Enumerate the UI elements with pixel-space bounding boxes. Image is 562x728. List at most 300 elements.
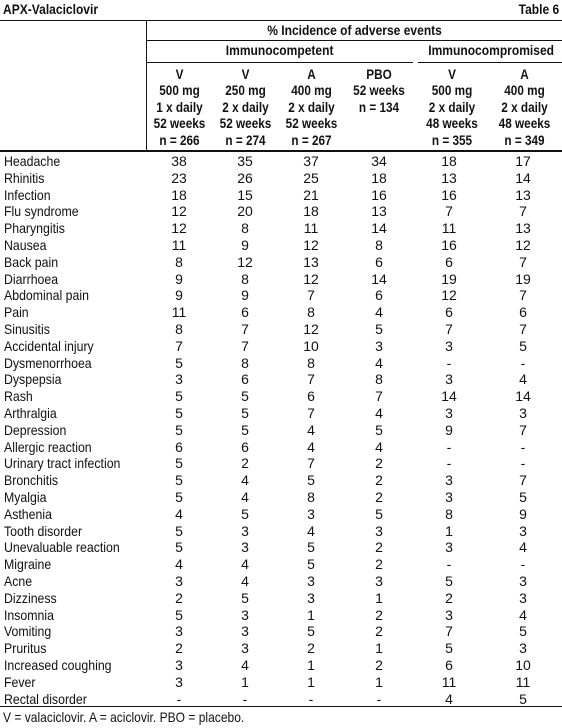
event-name-text: Pharyngitis xyxy=(4,220,65,237)
incidence-value: 6 xyxy=(307,388,315,405)
incidence-value: 7 xyxy=(307,371,315,388)
incidence-value: 13 xyxy=(371,203,387,220)
event-name-text: Tooth disorder xyxy=(4,522,83,539)
incidence-value: 7 xyxy=(241,320,249,337)
table-row xyxy=(0,472,562,489)
event-name-text: Myalgia xyxy=(4,488,47,505)
incidence-value: 5 xyxy=(241,589,249,606)
table-bottom-rule xyxy=(0,706,562,707)
incidence-value: 8 xyxy=(307,354,315,371)
incidence-value: 9 xyxy=(241,236,249,253)
incidence-value: 6 xyxy=(445,253,453,270)
incidence-value: 34 xyxy=(371,153,387,169)
incidence-value: 4 xyxy=(241,656,249,673)
table-row xyxy=(0,691,562,708)
event-name xyxy=(0,523,146,540)
incidence-value: 35 xyxy=(237,153,253,169)
incidence-value: 3 xyxy=(175,656,183,673)
incidence-value: 3 xyxy=(445,472,453,489)
table-row xyxy=(0,287,562,304)
event-name xyxy=(0,321,146,338)
table-row xyxy=(0,187,562,204)
incidence-value: 4 xyxy=(307,522,315,539)
incidence-value: - xyxy=(446,354,452,371)
incidence-value: 3 xyxy=(175,623,183,640)
incidence-value: 9 xyxy=(445,421,453,438)
table-row xyxy=(0,371,562,388)
footnote: V = valaciclovir. A = aciclovir. PBO = placebo. xyxy=(3,709,245,725)
column-header-v500-1x: V 500 mg 1 x daily 52 weeks n = 266 xyxy=(153,66,206,148)
header-bar xyxy=(0,0,562,21)
incidence-value: 5 xyxy=(175,606,183,623)
event-name xyxy=(0,472,146,489)
table-row xyxy=(0,489,562,506)
incidence-value: - xyxy=(176,690,182,707)
incidence-value: 3 xyxy=(445,606,453,623)
incidence-value: 7 xyxy=(241,337,249,354)
incidence-value: 12 xyxy=(303,236,319,253)
incidence-value: 12 xyxy=(303,320,319,337)
incidence-value: 5 xyxy=(175,388,183,405)
incidence-value: 2 xyxy=(375,455,383,472)
incidence-value: 5 xyxy=(519,690,527,707)
incidence-value: 5 xyxy=(307,472,315,489)
event-name xyxy=(0,674,146,691)
incidence-value: 6 xyxy=(175,438,183,455)
incidence-value: 6 xyxy=(241,371,249,388)
incidence-value: 16 xyxy=(371,186,387,203)
incidence-value: 3 xyxy=(241,539,249,556)
table-row xyxy=(0,271,562,288)
event-name xyxy=(0,355,146,372)
incidence-value: 7 xyxy=(519,320,527,337)
incidence-value: - xyxy=(376,690,382,707)
incidence-value: 5 xyxy=(307,539,315,556)
incidence-value: 5 xyxy=(175,354,183,371)
event-name-text: Migraine xyxy=(4,556,52,573)
event-name xyxy=(0,170,146,187)
title-divider xyxy=(147,40,562,41)
event-name-text: Rash xyxy=(4,388,33,405)
event-name xyxy=(0,422,146,439)
incidence-value: 21 xyxy=(303,186,319,203)
column-header-a400-2x: A 400 mg 2 x daily 52 weeks n = 267 xyxy=(285,66,338,148)
incidence-value: 4 xyxy=(519,606,527,623)
incidence-value: 11 xyxy=(441,220,457,237)
incidence-value: 13 xyxy=(441,169,457,186)
event-name-text: Headache xyxy=(4,153,61,169)
incidence-value: 9 xyxy=(519,505,527,522)
incidence-value: 18 xyxy=(303,203,319,220)
event-name-text: Arthralgia xyxy=(4,404,57,421)
incidence-value: 18 xyxy=(441,153,457,169)
table-row xyxy=(0,237,562,254)
incidence-value: 3 xyxy=(241,606,249,623)
event-name-text: Unevaluable reaction xyxy=(4,539,120,556)
table-row xyxy=(0,506,562,523)
incidence-value: 8 xyxy=(445,505,453,522)
event-name xyxy=(0,455,146,472)
incidence-value: 5 xyxy=(445,572,453,589)
incidence-value: 4 xyxy=(375,438,383,455)
incidence-value: 5 xyxy=(445,640,453,657)
incidence-value: 7 xyxy=(519,287,527,304)
incidence-value: 12 xyxy=(441,287,457,304)
incidence-value: 23 xyxy=(171,169,187,186)
event-name-text: Infection xyxy=(4,186,51,203)
incidence-value: 7 xyxy=(519,472,527,489)
event-name-text: Diarrhoea xyxy=(4,270,59,287)
incidence-value: 4 xyxy=(307,421,315,438)
incidence-value: 2 xyxy=(375,539,383,556)
incidence-value: 5 xyxy=(175,404,183,421)
incidence-value: 12 xyxy=(171,220,187,237)
incidence-value: 11 xyxy=(515,673,531,690)
incidence-value: 7 xyxy=(445,203,453,220)
incidence-value: 3 xyxy=(307,572,315,589)
incidence-value: 14 xyxy=(441,388,457,405)
incidence-value: 2 xyxy=(175,640,183,657)
event-name-text: Dyspepsia xyxy=(4,371,62,388)
incidence-value: 12 xyxy=(515,236,531,253)
incidence-value: 7 xyxy=(445,623,453,640)
incidence-value: 3 xyxy=(445,539,453,556)
incidence-value: 4 xyxy=(241,572,249,589)
incidence-value: 3 xyxy=(445,488,453,505)
header-bottom-rule xyxy=(0,150,562,152)
event-name-text: Urinary tract infection xyxy=(4,455,121,472)
table-label: Table 6 xyxy=(518,1,559,17)
incidence-value: 9 xyxy=(175,270,183,287)
incidence-value: 12 xyxy=(171,203,187,220)
incidence-value: 6 xyxy=(375,253,383,270)
event-name xyxy=(0,153,146,170)
column-header-v500-2x-48w: V 500 mg 2 x daily 48 weeks n = 355 xyxy=(426,66,478,148)
incidence-value: 4 xyxy=(519,371,527,388)
incidence-value: 4 xyxy=(375,354,383,371)
event-name xyxy=(0,623,146,640)
event-name-text: Insomnia xyxy=(4,606,54,623)
incidence-value: 4 xyxy=(445,690,453,707)
incidence-value: 8 xyxy=(375,236,383,253)
incidence-value: - xyxy=(520,455,526,472)
incidence-value: - xyxy=(242,690,248,707)
event-name-text: Vomiting xyxy=(4,623,52,640)
table-row xyxy=(0,355,562,372)
incidence-value: 1 xyxy=(307,606,315,623)
incidence-value: 2 xyxy=(241,455,249,472)
incidence-value: 8 xyxy=(241,270,249,287)
event-name xyxy=(0,657,146,674)
incidence-value: 5 xyxy=(175,488,183,505)
event-name-text: Asthenia xyxy=(4,505,52,522)
incidence-value: 7 xyxy=(519,203,527,220)
incidence-value: 4 xyxy=(175,556,183,573)
event-name xyxy=(0,405,146,422)
adverse-events-table xyxy=(0,153,562,707)
event-name xyxy=(0,287,146,304)
incidence-value: 3 xyxy=(519,572,527,589)
incidence-value: 10 xyxy=(303,337,319,354)
incidence-value: 10 xyxy=(515,656,531,673)
incidence-value: 8 xyxy=(175,320,183,337)
adverse-events-rows xyxy=(0,153,562,707)
incidence-value: 26 xyxy=(237,169,253,186)
incidence-value: 8 xyxy=(307,304,315,321)
incidence-value: 4 xyxy=(307,438,315,455)
incidence-value: 2 xyxy=(375,606,383,623)
incidence-value: 3 xyxy=(519,404,527,421)
incidence-value: 5 xyxy=(519,623,527,640)
event-name-text: Flu syndrome xyxy=(4,203,79,220)
incidence-value: 4 xyxy=(375,404,383,421)
event-name-text: Acne xyxy=(4,572,33,589)
column-header-pbo: PBO 52 weeks n = 134 xyxy=(353,66,405,115)
table-row xyxy=(0,254,562,271)
incidence-value: 6 xyxy=(445,656,453,673)
group-divider-immunocompetent xyxy=(147,62,413,63)
table-row xyxy=(0,640,562,657)
incidence-value: 4 xyxy=(241,488,249,505)
event-name xyxy=(0,439,146,456)
table-row xyxy=(0,153,562,170)
incidence-value: 3 xyxy=(375,572,383,589)
event-name xyxy=(0,271,146,288)
incidence-value: 3 xyxy=(307,505,315,522)
incidence-value: 4 xyxy=(241,556,249,573)
incidence-value: 3 xyxy=(445,337,453,354)
incidence-value: 1 xyxy=(307,656,315,673)
incidence-value: 7 xyxy=(307,287,315,304)
incidence-value: 13 xyxy=(515,186,531,203)
event-name-text: Abdominal pain xyxy=(4,287,89,304)
incidence-value: 8 xyxy=(241,220,249,237)
incidence-value: 2 xyxy=(375,656,383,673)
event-name xyxy=(0,590,146,607)
incidence-value: 12 xyxy=(237,253,253,270)
incidence-value: 5 xyxy=(175,472,183,489)
incidence-value: 1 xyxy=(375,589,383,606)
incidence-value: 12 xyxy=(303,270,319,287)
event-name xyxy=(0,489,146,506)
incidence-value: 6 xyxy=(241,304,249,321)
incidence-value: 14 xyxy=(515,169,531,186)
incidence-value: 8 xyxy=(307,488,315,505)
event-name xyxy=(0,640,146,657)
incidence-value: 7 xyxy=(307,455,315,472)
incidence-value: 9 xyxy=(175,287,183,304)
event-name-text: Fever xyxy=(4,673,36,690)
incidence-value: 5 xyxy=(241,404,249,421)
incidence-value: - xyxy=(446,455,452,472)
table-row xyxy=(0,523,562,540)
event-name-text: Sinusitis xyxy=(4,320,50,337)
incidence-value: 3 xyxy=(445,371,453,388)
incidence-value: 2 xyxy=(307,640,315,657)
event-name-text: Dysmenorrhoea xyxy=(4,354,92,371)
group-immunocompromised: Immunocompromised xyxy=(428,42,555,58)
incidence-value: 6 xyxy=(519,304,527,321)
incidence-value: 5 xyxy=(175,522,183,539)
table-row xyxy=(0,439,562,456)
incidence-value: 14 xyxy=(371,270,387,287)
incidence-value: 7 xyxy=(519,253,527,270)
incidence-value: 18 xyxy=(171,186,187,203)
incidence-value: 11 xyxy=(171,236,187,253)
incidence-value: 4 xyxy=(519,539,527,556)
incidence-value: 8 xyxy=(241,354,249,371)
incidence-value: 3 xyxy=(307,589,315,606)
incidence-value: 11 xyxy=(303,220,319,237)
incidence-value: 3 xyxy=(445,404,453,421)
incidence-value: 14 xyxy=(371,220,387,237)
event-name xyxy=(0,220,146,237)
table-row xyxy=(0,304,562,321)
incidence-value: 5 xyxy=(241,388,249,405)
incidence-value: 1 xyxy=(445,522,453,539)
incidence-value: 3 xyxy=(241,640,249,657)
incidence-value: 19 xyxy=(441,270,457,287)
incidence-value: 5 xyxy=(519,488,527,505)
incidence-value: 5 xyxy=(175,421,183,438)
column-header-v250-2x: V 250 mg 2 x daily 52 weeks n = 274 xyxy=(219,66,272,148)
incidence-value: 8 xyxy=(175,253,183,270)
incidence-value: 5 xyxy=(375,421,383,438)
incidence-value: 4 xyxy=(241,472,249,489)
event-name-text: Nausea xyxy=(4,236,47,253)
table-row xyxy=(0,455,562,472)
incidence-value: 38 xyxy=(171,153,187,169)
incidence-value: 2 xyxy=(175,589,183,606)
incidence-value: 2 xyxy=(375,472,383,489)
incidence-value: 2 xyxy=(375,488,383,505)
incidence-value: 3 xyxy=(241,522,249,539)
incidence-value: 5 xyxy=(241,421,249,438)
incidence-value: 5 xyxy=(175,539,183,556)
incidence-value: 14 xyxy=(515,388,531,405)
table-row xyxy=(0,203,562,220)
incidence-value: 7 xyxy=(307,404,315,421)
table-row xyxy=(0,422,562,439)
incidence-value: 2 xyxy=(375,556,383,573)
incidence-value: 15 xyxy=(237,186,253,203)
incidence-value: 7 xyxy=(445,320,453,337)
event-name-text: Dizziness xyxy=(4,589,57,606)
incidence-value: 20 xyxy=(237,203,253,220)
incidence-value: 5 xyxy=(375,505,383,522)
incidence-value: 9 xyxy=(241,287,249,304)
document-title: APX-Valaciclovir xyxy=(3,1,99,17)
event-name xyxy=(0,573,146,590)
incidence-value: 1 xyxy=(375,673,383,690)
event-name xyxy=(0,203,146,220)
incidence-value: 3 xyxy=(175,673,183,690)
incidence-value: - xyxy=(446,438,452,455)
event-name-text: Rectal disorder xyxy=(4,690,87,707)
event-name xyxy=(0,371,146,388)
incidence-value: 7 xyxy=(519,421,527,438)
event-name xyxy=(0,237,146,254)
incidence-value: 3 xyxy=(241,623,249,640)
incidence-value: 13 xyxy=(515,220,531,237)
table-row xyxy=(0,556,562,573)
group-immunocompetent: Immunocompetent xyxy=(226,42,334,58)
incidence-value: 16 xyxy=(441,236,457,253)
incidence-value: 5 xyxy=(307,623,315,640)
incidence-value: 3 xyxy=(519,522,527,539)
incidence-value: 3 xyxy=(519,589,527,606)
table-row xyxy=(0,657,562,674)
incidence-value: 3 xyxy=(519,640,527,657)
column-header-a400-2x-48w: A 400 mg 2 x daily 48 weeks n = 349 xyxy=(498,66,551,148)
event-name xyxy=(0,506,146,523)
incidence-value: 7 xyxy=(175,337,183,354)
incidence-value: 6 xyxy=(445,304,453,321)
incidence-value: 6 xyxy=(375,287,383,304)
table-row xyxy=(0,388,562,405)
table-row xyxy=(0,623,562,640)
event-name xyxy=(0,338,146,355)
incidence-value: 3 xyxy=(375,337,383,354)
incidence-value: 17 xyxy=(515,153,531,169)
table-row xyxy=(0,321,562,338)
incidence-value: 3 xyxy=(175,572,183,589)
table-row xyxy=(0,674,562,691)
incidence-value: 1 xyxy=(241,673,249,690)
incidence-value: 7 xyxy=(375,388,383,405)
incidence-value: 3 xyxy=(375,522,383,539)
event-name-text: Pain xyxy=(4,304,29,321)
event-name xyxy=(0,607,146,624)
incidence-value: 3 xyxy=(175,371,183,388)
incidence-value: 5 xyxy=(519,337,527,354)
table-row xyxy=(0,539,562,556)
incidence-value: 16 xyxy=(441,186,457,203)
incidence-value: - xyxy=(520,438,526,455)
incidence-value: 1 xyxy=(307,673,315,690)
incidence-value: - xyxy=(520,354,526,371)
incidence-value: 4 xyxy=(375,304,383,321)
table-row xyxy=(0,405,562,422)
event-name-text: Accidental injury xyxy=(4,337,94,354)
event-name xyxy=(0,691,146,708)
incidence-value: 25 xyxy=(303,169,319,186)
incidence-value: - xyxy=(520,556,526,573)
incidence-value: 11 xyxy=(441,673,457,690)
event-name-text: Rhinitis xyxy=(4,169,45,186)
event-name xyxy=(0,388,146,405)
incidence-value: 2 xyxy=(445,589,453,606)
table-row xyxy=(0,573,562,590)
incidence-value: 5 xyxy=(307,556,315,573)
incidence-value: 18 xyxy=(371,169,387,186)
incidence-value: 11 xyxy=(171,304,187,321)
incidence-value: 5 xyxy=(375,320,383,337)
incidence-value: 4 xyxy=(175,505,183,522)
table-row xyxy=(0,220,562,237)
incidence-value: 2 xyxy=(375,623,383,640)
incidence-value: 19 xyxy=(515,270,531,287)
table-row xyxy=(0,590,562,607)
table-row xyxy=(0,338,562,355)
incidence-value: 6 xyxy=(241,438,249,455)
table-title: % Incidence of adverse events xyxy=(267,22,442,38)
table-row xyxy=(0,170,562,187)
event-name xyxy=(0,556,146,573)
event-name-text: Increased coughing xyxy=(4,656,112,673)
event-name xyxy=(0,304,146,321)
event-name xyxy=(0,254,146,271)
